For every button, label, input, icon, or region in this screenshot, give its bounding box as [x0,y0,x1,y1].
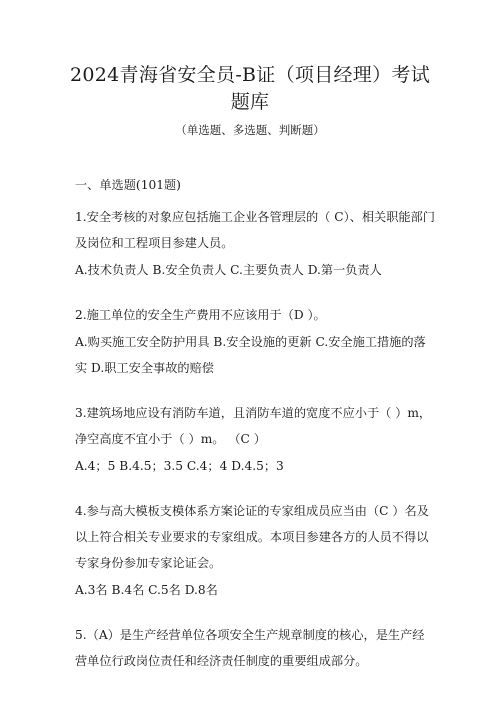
question-item [75,498,435,603]
title-line-2: 题库 [230,91,270,113]
question-item [75,622,435,674]
question-item [75,204,435,283]
question-item [75,302,435,381]
question-options: A.4；5 B.4.5；3.5 C.4；4 D.4.5；3 [75,459,284,473]
question-text: 1.安全考核的对象应包括施工企业各管理层的（ C）、相关职能部门及岗位和工程项目参建人员。 [75,210,435,250]
question-options: A.3名 B.4名 C.5名 D.8名 [75,583,218,597]
question-text: 4.参与高大模板支模体系方案论证的专家组成员应当由（C ）名及以上符合相关专业要求的专家组成。本项目参建各方的人员不得以专家身份参加专家论证会。 [75,504,429,570]
document-subtitle: （单选题、多选题、判断题） [175,123,325,137]
question-text: 3.建筑场地应设有消防车道，且消防车道的宽度不应小于（ ）m，净空高度不宜小于（ ）m。 （C ） [75,406,432,446]
question-list [75,176,435,693]
section-heading: 一、单选题(101题) [75,178,181,192]
title-line-1: 2024青海省安全员-B证（项目经理）考试 [69,64,431,86]
question-text: 2.施工单位的安全生产费用不应该用于（D ）。 [75,308,326,322]
question-text: 5.（A）是生产经营单位各项安全生产规章制度的核心，是生产经营单位行政岗位责任和经济责任制度的重要组成部分。 [75,628,425,668]
document-title [40,62,460,116]
question-options: A.购买施工安全防护用具 B.安全设施的更新 C.安全施工措施的落实 D.职工安全事故的赔偿 [75,335,426,375]
question-options: A.技术负责人 B.安全负责人 C.主要负责人 D.第一负责人 [75,263,382,277]
question-item [75,400,435,479]
